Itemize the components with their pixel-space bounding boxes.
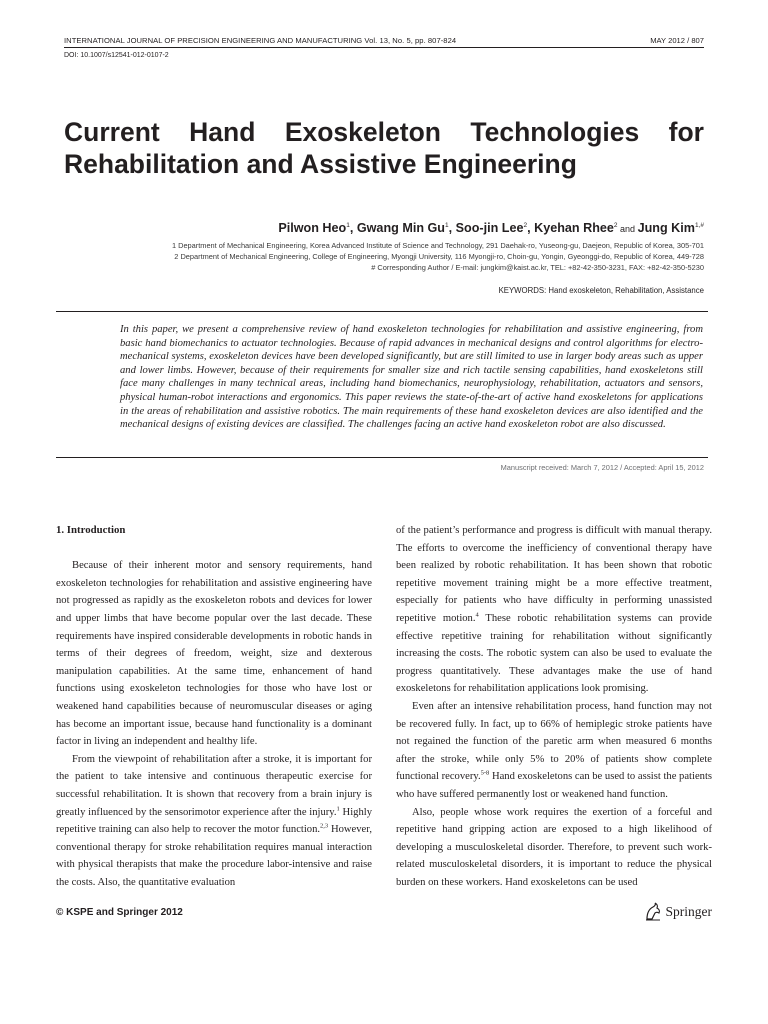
title-word: Technologies	[470, 117, 640, 147]
copyright-footer: © KSPE and Springer 2012	[56, 907, 183, 918]
author-separator: ,	[448, 221, 456, 235]
title-word: for	[668, 117, 704, 147]
author-affiliation-mark: 1	[445, 221, 449, 229]
author-affiliation-mark: 2	[523, 221, 528, 229]
author-affiliation-mark: 1	[346, 221, 350, 229]
citation[interactable]: 5-8	[480, 769, 490, 777]
citation[interactable]: 4	[475, 611, 479, 619]
corresponding-author: # Corresponding Author / E-mail: jungkim@kaist.ac.kr, TEL: +82-42-350-3231, FAX: +82-42-350-5230	[371, 263, 704, 272]
author-name: Kyehan Rhee	[534, 221, 614, 235]
body-paragraph: of the patient’s performance and progress is difficult with manual therapy. The efforts to overcome the inefficiency of conventional therapy have been realized by robotic rehabilitation. It has been shown that robotic repetitive movement training might be a more effective treatment, especially for patients who have difficulty in performing unassisted repetitive motion.$^4$ These robotic rehabilitation systems can provide effective repetitive training for rehabilitation without significantly increasing the costs. The robotic system can also be used to evaluate the progress quantitatively. These advantages make the use of hand exoskeletons for rehabilitation applications look promising.	[396, 525, 712, 695]
body-column-left	[56, 522, 372, 891]
title-word: Hand	[189, 117, 256, 147]
body-paragraph: Even after an intensive rehabilitation process, hand function may not be recovered fully. In fact, up to 66% of hemiplegic stroke patients have not regained the function of the paretic arm when measured 6 months after the stroke, while only 5% to 20% of patients show complete functional recovery.$^{5-8}$ Hand exoskeletons can be used to assist the patients who have suffered permanently lost or weakened hand function.	[396, 700, 713, 800]
author-list	[278, 221, 704, 235]
keywords: KEYWORDS: Hand exoskeleton, Rehabilitation, Assistance	[498, 286, 704, 295]
citation[interactable]: 2,3	[320, 822, 329, 830]
abstract-bottom-rule	[56, 457, 708, 458]
doi: DOI: 10.1007/s12541-012-0107-2	[64, 52, 169, 59]
section-heading: 1. Introduction	[56, 524, 126, 536]
body-column-right	[396, 522, 712, 891]
citation[interactable]: 1	[336, 804, 340, 812]
publisher-logo	[644, 902, 713, 922]
journal-header: INTERNATIONAL JOURNAL OF PRECISION ENGINEERING AND MANUFACTURING Vol. 13, No. 5, pp. 807-824	[64, 36, 457, 45]
title-word: Exoskeleton	[284, 117, 441, 147]
author-separator: and	[617, 224, 638, 234]
title-line-2: Rehabilitation and Assistive Engineering	[64, 149, 577, 179]
author-affiliation-mark: 2	[613, 221, 618, 229]
abstract-top-rule	[56, 311, 708, 312]
author-name: Soo-jin Lee	[455, 221, 524, 235]
springer-horse-icon	[644, 902, 662, 922]
title-line-1	[64, 116, 704, 148]
title-word: Current	[64, 117, 160, 147]
body-paragraph: Also, people whose work requires the exertion of a forceful and repetitive hand gripping action are exposed to a high likelihood of developing a musculoskeletal disorder. Therefore, to prevent such work-related musculoskeletal disorders, it is important to reduce the physical burden on these workers. Hand exoskeletons can be used	[396, 806, 712, 888]
issue-date-page: MAY 2012 / 807	[650, 36, 704, 45]
author-name: Pilwon Heo	[278, 221, 347, 235]
manuscript-dates: Manuscript received: March 7, 2012 / Accepted: April 15, 2012	[500, 463, 704, 472]
author-name: Jung Kim	[637, 221, 695, 235]
affiliation-2: 2 Department of Mechanical Engineering, College of Engineering, Myongji University, 116 Myongji-ro, Choin-gu, Yongin, Gyeonggi-do, Republic of Korea, 449-728	[174, 252, 704, 261]
header-rule	[64, 47, 704, 48]
body-paragraph: From the viewpoint of rehabilitation after a stroke, it is important for the patient to take intensive and continuous therapeutic exercise for successful rehabilitation. It is shown that recovery from a brain injury is greatly influenced by the sensorimotor experience after the injury.$^1$ Highly repetitive training can also help to recover the motor function.$^{2,3}$ However, conventional therapy for stroke rehabilitation requires manual interaction with physical therapists that make the procedure labor-intensive and raise the costs. Also, the quantitative evaluation	[56, 753, 372, 888]
abstract: In this paper, we present a comprehensive review of hand exoskeleton technologies for rehabilitation and assistive engineering, from basic hand biomechanics to actuator technologies. Because of rapid advances in mechanical designs and control algorithms for electro-mechanical systems, exoskeleton devices have been developed significantly, but are still limited to use in larger body areas such as upper and lower limbs. However, because of their requirements for smaller size and rich tactile sensing capabilities, hand exoskeletons still face many challenges in many technical areas, including hand biomechanics, neurophysiology, rehabilitation, actuators and sensors, physical human-robot interactions and ergonomics. This paper reviews the state-of-the-art of active hand exoskeletons for applications in the areas of rehabilitation and assistive robotics. The main requirements of these hand exoskeleton devices are also identified and the mechanical designs of existing devices are classified. The challenges facing an active hand exoskeleton robot are also discussed.	[120, 324, 703, 431]
author-affiliation-mark: 1,#	[694, 221, 704, 229]
author-separator: ,	[527, 221, 535, 235]
affiliation-1: 1 Department of Mechanical Engineering, Korea Advanced Institute of Science and Technology, 291 Daehak-ro, Yuseong-gu, Daejeon, Republic of Korea, 305-701	[171, 241, 704, 250]
body-paragraph: Because of their inherent motor and sensory requirements, hand exoskeleton technologies for rehabilitation and assistive engineering have not progressed as rapidly as the exoskeleton robots and devices for lower and upper limbs that have become popular over the last decade. These requirements have inspired considerable developments in robotic hands in terms of their degrees of freedom, weight, size and dexterous manipulation capabilities. At the same time, enhancement of hand functions using exoskeleton technologies for those who have lost or weakened hand capabilities because of neuromuscular diseases or aging has become an important issue, because hand functionality is a dominant factor in living an independent and healthy life.	[56, 560, 372, 748]
paper-title	[64, 116, 704, 180]
author-name: Gwang Min Gu	[356, 221, 445, 235]
publisher-name: Springer	[665, 904, 712, 919]
author-separator: ,	[349, 221, 357, 235]
